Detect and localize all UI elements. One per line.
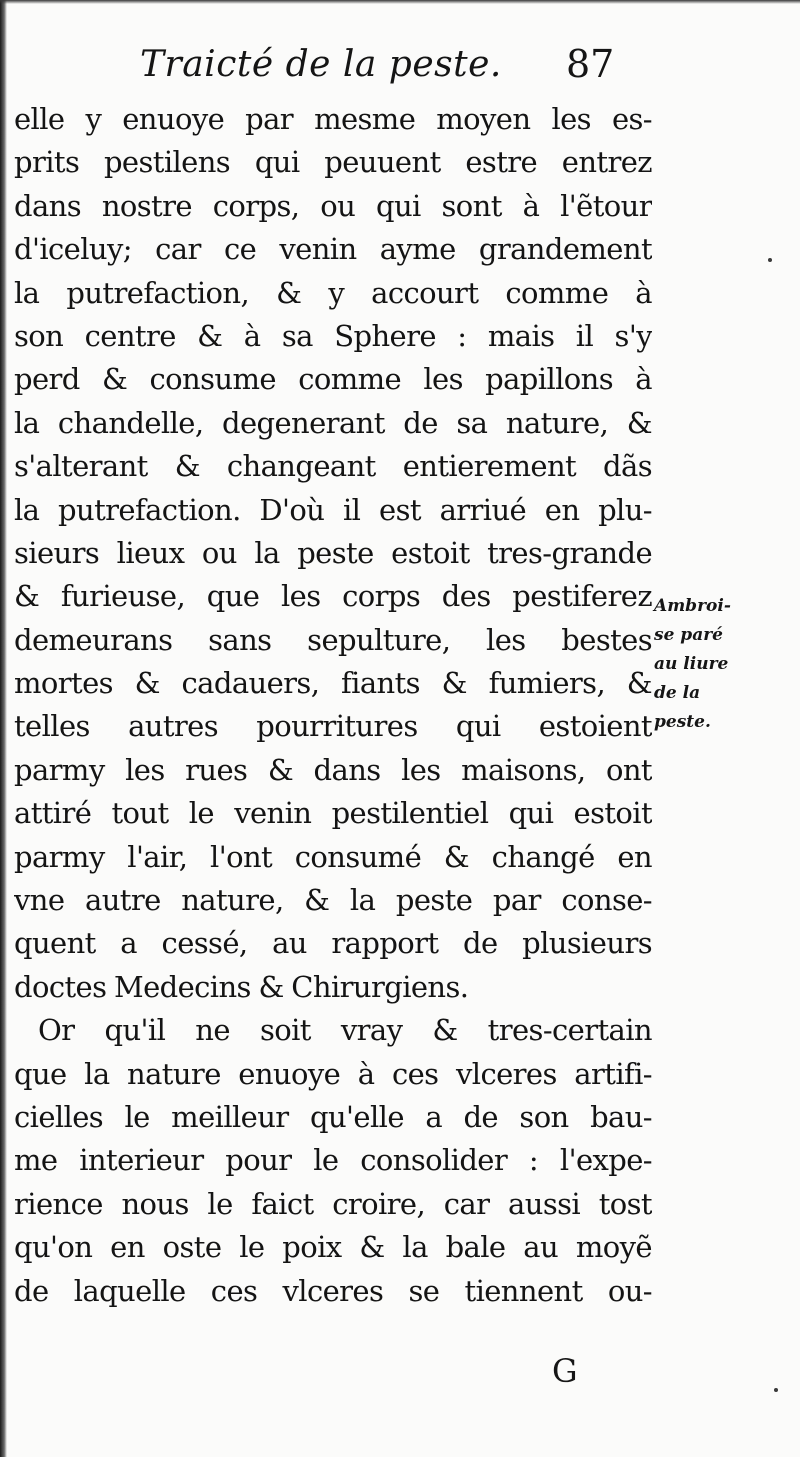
margin-note-line: au liure	[654, 654, 729, 674]
text-line: me interieur pour le consolider : l'expe-	[14, 1143, 652, 1178]
scan-edge-top	[0, 0, 800, 4]
text-line: attiré tout le venin pestilentiel qui estoit	[14, 796, 652, 831]
text-line: demeurans sans sepulture, les bestes	[14, 622, 652, 657]
margin-note-line: de la	[654, 683, 701, 703]
margin-note-line: peste.	[654, 712, 711, 732]
page-number: 87	[566, 42, 615, 86]
text-line: qu'on en oste le poix & la bale au moyẽ	[14, 1230, 652, 1265]
text-line: s'alterant & changeant entierement dãs	[14, 449, 652, 484]
text-line: que la nature enuoye à ces vlceres artifi-	[14, 1056, 652, 1091]
text-line: d'iceluy; car ce venin ayme grandement	[14, 232, 652, 267]
text-line: quent a cessé, au rapport de plusieurs	[14, 926, 652, 961]
body-text	[14, 98, 652, 1313]
text-line: perd & consume comme les papillons à	[14, 362, 652, 397]
running-title: Traicté de la peste.	[140, 44, 502, 85]
text-line: parmy l'air, l'ont consumé & changé en	[14, 839, 652, 874]
text-line: prits pestilens qui peuuent estre entrez	[14, 145, 652, 180]
text-line: son centre & à sa Sphere : mais il s'y	[14, 318, 652, 353]
text-line: mortes & cadauers, fiants & fumiers, &	[14, 666, 652, 701]
ink-speck	[768, 258, 772, 262]
text-line: parmy les rues & dans les maisons, ont	[14, 752, 652, 787]
text-line: & furieuse, que les corps des pestiferez	[14, 579, 652, 614]
text-line: doctes Medecins & Chirurgiens.	[14, 969, 469, 1004]
text-line: la putrefaction, & y accourt comme à	[14, 275, 652, 310]
text-line: Or qu'il ne soit vray & tres-certain	[38, 1013, 652, 1048]
margin-note-line: Ambroi-	[654, 596, 731, 616]
text-line: vne autre nature, & la peste par conse-	[14, 883, 652, 918]
text-line: la chandelle, degenerant de sa nature, &	[14, 405, 652, 440]
text-line: la putrefaction. D'où il est arriué en plu-	[14, 492, 652, 527]
text-line: dans nostre corps, ou qui sont à l'ẽtour	[14, 188, 652, 223]
text-line: sieurs lieux ou la peste estoit tres-grande	[14, 535, 652, 570]
text-line: cielles le meilleur qu'elle a de son bau-	[14, 1099, 652, 1134]
text-line: de laquelle ces vlceres se tiennent ou-	[14, 1273, 652, 1308]
text-line: elle y enuoye par mesme moyen les es-	[14, 102, 652, 136]
scan-edge-left	[0, 0, 7, 1457]
margin-note	[648, 592, 798, 737]
margin-note-line: se paré	[654, 625, 723, 645]
ink-speck	[774, 1388, 778, 1392]
signature-mark: G	[552, 1352, 578, 1390]
page-header	[0, 40, 800, 100]
text-line: telles autres pourritures qui estoient	[14, 709, 652, 744]
text-line: rience nous le faict croire, car aussi tost	[14, 1186, 652, 1221]
